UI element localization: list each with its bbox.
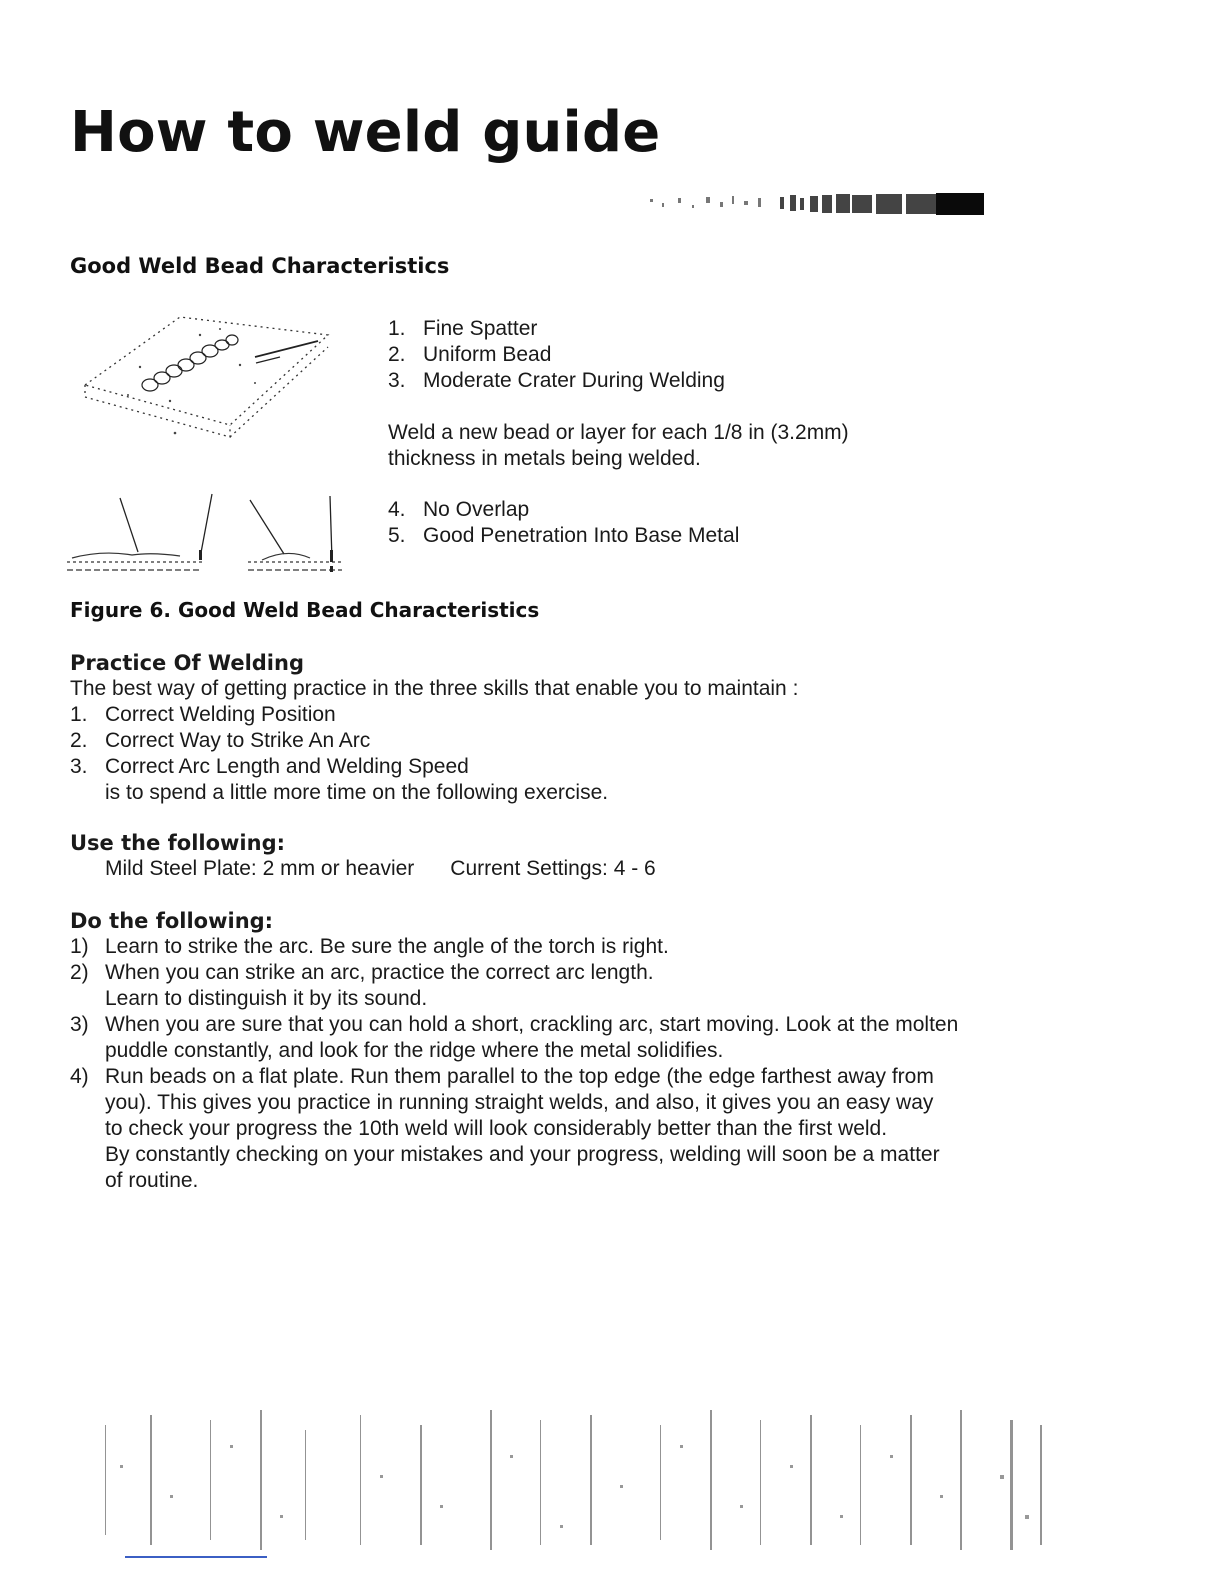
list-item: 2) When you can strike an arc, practice the correct arc length. Learn to distinguish it by its sound. [70, 961, 654, 1010]
bead-characteristics-list-b [388, 497, 739, 549]
list-item: 2. Correct Way to Strike An Arc [70, 729, 371, 752]
footer-rule [125, 1556, 267, 1558]
do-heading: Do the following: [70, 909, 274, 933]
good-bead-heading: Good Weld Bead Characteristics [70, 254, 450, 278]
list-item: 4) Run beads on a flat plate. Run them parallel to the top edge (the edge farthest away from you). This gives you practice in running straight welds, and also, it gives you an easy way to check your progress the 10th weld will look considerably better than the first weld. By constantly checking on your mistakes and your progress, welding will soon be a matter of routine. [70, 1065, 940, 1192]
list-item: 4. No Overlap [388, 498, 530, 521]
scan-noise-artifact [60, 1405, 1070, 1555]
practice-intro: The best way of getting practice in the three skills that enable you to maintain : [70, 677, 799, 700]
use-settings [70, 856, 1000, 882]
practice-outro: is to spend a little more time on the following exercise. [105, 781, 609, 804]
practice-heading: Practice Of Welding [70, 651, 304, 675]
list-item: 1) Learn to strike the arc. Be sure the angle of the torch is right. [70, 935, 669, 958]
list-item: 1. Correct Welding Position [70, 703, 336, 726]
page-title: How to weld guide [70, 100, 661, 165]
title-decorative-bar [640, 193, 984, 215]
list-item: 2. Uniform Bead [388, 343, 552, 366]
use-heading: Use the following: [70, 831, 286, 855]
use-section [70, 830, 1000, 882]
current-setting: Current Settings: 4 - 6 [450, 857, 656, 880]
do-steps-list [70, 934, 1000, 1194]
practice-skills-list [70, 702, 1000, 780]
practice-section [70, 650, 1000, 806]
do-section [70, 908, 1000, 1194]
list-item: 5. Good Penetration Into Base Metal [388, 524, 740, 547]
list-item: 1. Fine Spatter [388, 317, 538, 340]
list-item: 3) When you are sure that you can hold a short, crackling arc, start moving. Look at the molten puddle constantly, and look for the ridge where the metal solidifies. [70, 1013, 959, 1062]
list-item: 3. Correct Arc Length and Welding Speed [70, 755, 469, 778]
bead-thickness-note: Weld a new bead or layer for each 1/8 in (3.2mm) thickness in metals being welded. [388, 421, 849, 470]
list-item: 3. Moderate Crater During Welding [388, 369, 725, 392]
figure-caption: Figure 6. Good Weld Bead Characteristics [70, 598, 540, 622]
plate-setting: Mild Steel Plate: 2 mm or heavier [105, 857, 415, 880]
weld-bead-plate-illustration [80, 305, 340, 455]
weld-penetration-illustration [62, 480, 352, 575]
bead-characteristics-list-a [388, 316, 725, 394]
